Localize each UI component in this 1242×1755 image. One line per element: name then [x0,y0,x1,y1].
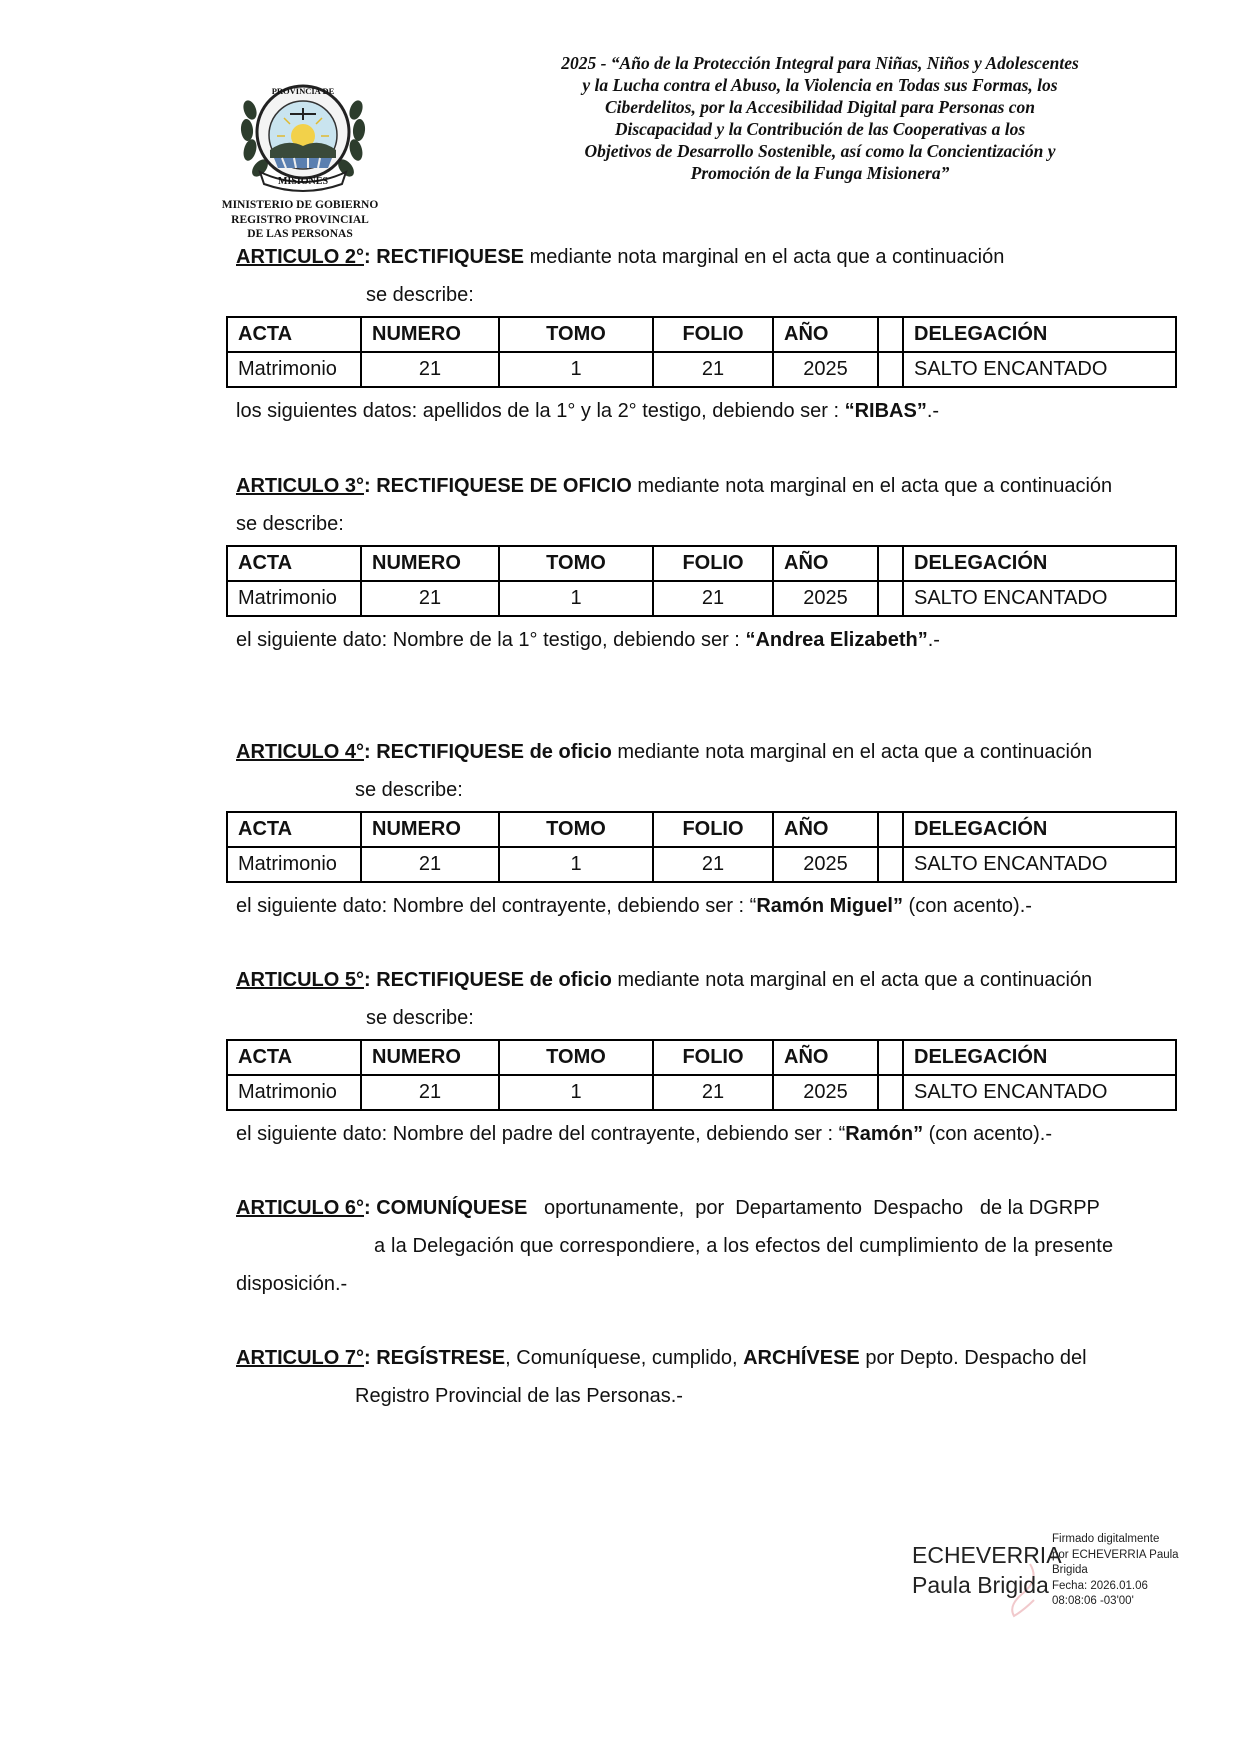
article-7-heading [236,1346,1087,1370]
article-action: REGÍSTRESE [370,1347,506,1369]
article-4-describe: se describe: [355,779,463,801]
result-text: el siguiente dato: Nombre de la 1° testigo, debiendo ser : [236,629,746,651]
article-label: ARTICULO 7° [236,1347,364,1369]
motto-line: Objetivos de Desarrollo Sostenible, así como la Concientización y [584,141,1056,161]
article-text: oportunamente, por Departamento Despacho de la DGRPP [527,1197,1100,1219]
article-3-heading [236,474,1112,498]
cell-tomo: 1 [499,581,653,616]
article-text: , Comuníquese, cumplido, [505,1347,744,1369]
header-folio: FOLIO [653,1040,773,1075]
article-text: mediante nota marginal en el acta que a continuación [524,246,1005,268]
article-label: ARTICULO 6° [236,1197,364,1219]
header-folio: FOLIO [653,546,773,581]
header-delegacion: DELEGACIÓN [903,1040,1176,1075]
cell-tomo: 1 [499,352,653,387]
article-2-describe: se describe: [366,284,474,306]
article-text-2: por Depto. Despacho del [859,1347,1087,1369]
article-7-line2: Registro Provincial de las Personas.- [355,1385,683,1407]
signature-meta-line: Fecha: 2026.01.06 [1052,1579,1148,1592]
result-text: los siguientes datos: apellidos de la 1° y la 2° testigo, debiendo ser : [236,400,845,422]
article-action: RECTIFIQUESE DE OFICIO [370,475,632,497]
article-3-describe: se describe: [236,513,344,535]
cell-folio: 21 [653,1075,773,1110]
cell-numero: 21 [361,581,499,616]
cell-numero: 21 [361,847,499,882]
signature-meta-line: por ECHEVERRIA Paula [1052,1548,1179,1561]
article-action: COMUNÍQUESE [370,1197,528,1219]
article-colon: : [364,246,371,268]
signer-surname: ECHEVERRIA [912,1542,1062,1568]
cell-folio: 21 [653,847,773,882]
signature-meta-line: Brigida [1052,1564,1088,1576]
article-action: RECTIFIQUESE de oficio [370,969,612,991]
result-suffix: (con acento).- [902,895,1032,917]
cell-delegacion: SALTO ENCANTADO [903,1075,1176,1110]
article-4-result [236,894,1032,918]
article-3-table [226,545,1177,617]
motto-line: Ciberdelitos, por la Accesibilidad Digital para Personas con [604,97,1036,117]
header-acta: ACTA [227,317,361,352]
result-suffix: .- [926,400,940,422]
signature-meta-line: 08:08:06 -03'00' [1052,1595,1134,1607]
cell-folio: 21 [653,352,773,387]
cell-delegacion: SALTO ENCANTADO [903,352,1176,387]
cell-delegacion: SALTO ENCANTADO [903,581,1176,616]
cell-acta: Matrimonio [227,352,361,387]
article-5-table [226,1039,1177,1111]
table-row [227,847,1176,882]
article-6-line2: a la Delegación que correspondiere, a los efectos del cumplimiento de la presente [374,1235,1114,1257]
cell-anio: 2025 [773,352,878,387]
cell-blank [878,1075,903,1110]
article-colon: : [364,1347,371,1369]
article-4-table [226,811,1177,883]
province-coat-of-arms [238,80,368,195]
article-label: ARTICULO 2° [236,246,364,268]
table-header-row [227,812,1176,847]
result-text: el siguiente dato: Nombre del contrayente, debiendo ser : “ [236,895,757,917]
header-blank [878,546,903,581]
header-acta: ACTA [227,812,361,847]
cell-acta: Matrimonio [227,847,361,882]
header-anio: AÑO [773,1040,878,1075]
cell-acta: Matrimonio [227,581,361,616]
article-colon: : [364,969,371,991]
signer-name [912,1540,1062,1600]
article-action: RECTIFIQUESE [370,246,525,268]
ministry-line: DE LAS PERSONAS [247,228,353,240]
ministry-line: MINISTERIO DE GOBIERNO [221,199,379,211]
cell-blank [878,847,903,882]
motto-line: y la Lucha contra el Abuso, la Violencia en Todas sus Formas, los [582,75,1058,95]
article-text: mediante nota marginal en el acta que a continuación [611,741,1093,763]
table-row [227,352,1176,387]
header-tomo: TOMO [499,812,653,847]
result-value: “RIBAS” [844,400,927,422]
year-motto [495,52,1145,184]
header-delegacion: DELEGACIÓN [903,317,1176,352]
article-2-result [236,399,939,423]
article-label: ARTICULO 4° [236,741,364,763]
result-suffix: (con acento).- [923,1123,1053,1145]
cell-tomo: 1 [499,847,653,882]
article-5-describe: se describe: [366,1007,474,1029]
table-row [227,1075,1176,1110]
header-numero: NUMERO [361,1040,499,1075]
header-tomo: TOMO [499,1040,653,1075]
cell-numero: 21 [361,352,499,387]
header-acta: ACTA [227,546,361,581]
motto-line: 2025 - “Año de la Protección Integral para Niñas, Niños y Adolescentes [561,53,1079,73]
cell-anio: 2025 [773,1075,878,1110]
cell-blank [878,352,903,387]
ministry-heading [208,198,392,242]
article-text: mediante nota marginal en el acta que a continuación [611,969,1093,991]
cell-folio: 21 [653,581,773,616]
article-colon: : [364,741,371,763]
result-suffix: .- [927,629,940,651]
cell-tomo: 1 [499,1075,653,1110]
header-blank [878,812,903,847]
article-action-2: ARCHÍVESE [743,1347,860,1369]
motto-line: Promoción de la Funga Misionera” [690,163,950,183]
logo-ring-text: PROVINCIA DE [271,86,335,96]
header-tomo: TOMO [499,546,653,581]
header-blank [878,317,903,352]
header-acta: ACTA [227,1040,361,1075]
digital-signature-info [1052,1532,1192,1610]
cell-acta: Matrimonio [227,1075,361,1110]
article-5-heading [236,968,1092,992]
header-folio: FOLIO [653,317,773,352]
header-numero: NUMERO [361,812,499,847]
article-text: mediante nota marginal en el acta que a continuación [631,475,1113,497]
article-6-heading [236,1196,1100,1220]
ministry-line: REGISTRO PROVINCIAL [231,213,369,226]
header-blank [878,1040,903,1075]
cell-numero: 21 [361,1075,499,1110]
header-anio: AÑO [773,317,878,352]
table-row [227,581,1176,616]
article-6-line3: disposición.- [236,1273,348,1295]
cell-anio: 2025 [773,847,878,882]
table-header-row [227,546,1176,581]
header-tomo: TOMO [499,317,653,352]
article-label: ARTICULO 5° [236,969,364,991]
article-2-heading [236,245,1004,269]
cell-anio: 2025 [773,581,878,616]
article-4-heading [236,740,1092,764]
header-delegacion: DELEGACIÓN [903,812,1176,847]
cell-delegacion: SALTO ENCANTADO [903,847,1176,882]
header-delegacion: DELEGACIÓN [903,546,1176,581]
article-label: ARTICULO 3° [236,475,364,497]
header-anio: AÑO [773,812,878,847]
header-anio: AÑO [773,546,878,581]
article-colon: : [364,475,371,497]
article-action: RECTIFIQUESE de oficio [370,741,612,763]
logo-banner-text: MISIONES [277,176,329,187]
result-text: el siguiente dato: Nombre del padre del contrayente, debiendo ser : “ [236,1123,846,1145]
table-header-row [227,1040,1176,1075]
table-header-row [227,317,1176,352]
header-numero: NUMERO [361,317,499,352]
result-value: Ramón” [845,1123,924,1145]
article-2-table [226,316,1177,388]
article-3-result [236,628,940,652]
article-colon: : [364,1197,371,1219]
signature-meta-line: Firmado digitalmente [1052,1533,1160,1545]
result-value: Ramón Miguel” [756,895,903,917]
header-numero: NUMERO [361,546,499,581]
result-value: “Andrea Elizabeth” [745,629,928,651]
header-folio: FOLIO [653,812,773,847]
cell-blank [878,581,903,616]
signer-given-name: Paula Brigida [912,1572,1049,1598]
motto-line: Discapacidad y la Contribución de las Cooperativas a los [614,119,1026,139]
article-5-result [236,1122,1052,1146]
